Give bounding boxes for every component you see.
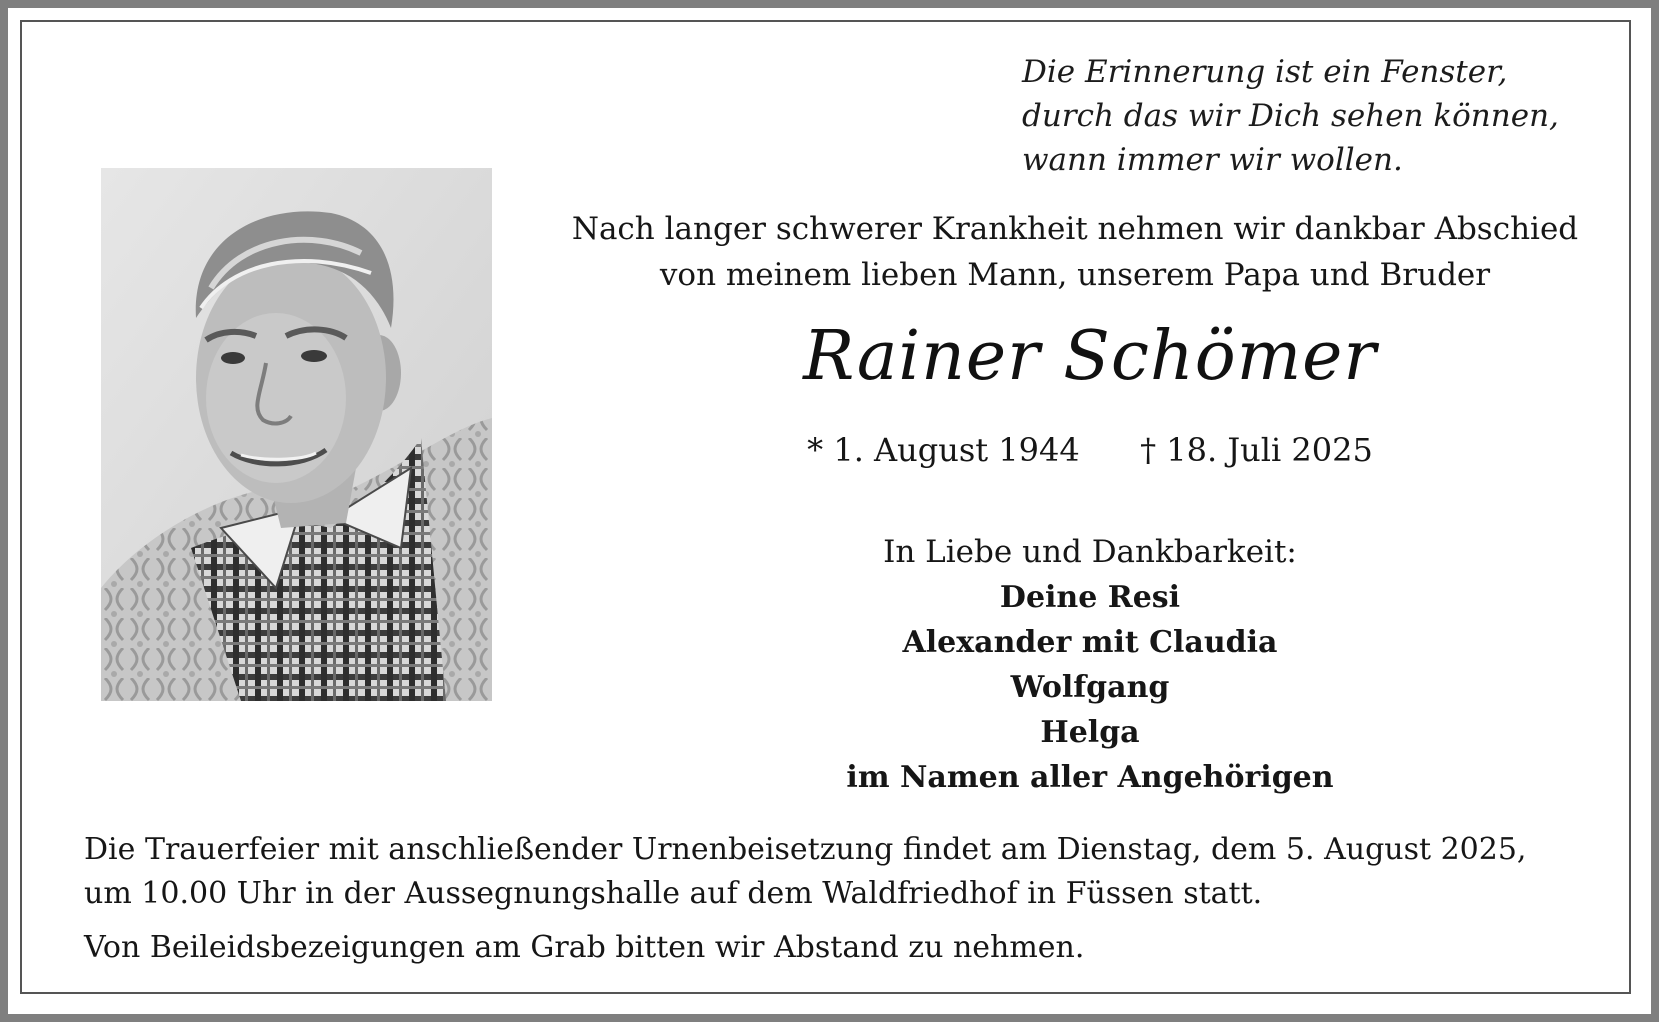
memorial-quote (1022, 50, 1559, 182)
funeral-notice (84, 828, 1604, 970)
birth-date: * 1. August 1944 (807, 431, 1080, 469)
intro-text (540, 206, 1610, 298)
mourner-name: Deine Resi (999, 580, 1181, 615)
deceased-name: Rainer Schömer (803, 317, 1377, 396)
mourner-name: im Namen aller Angehörigen (846, 760, 1334, 795)
intro-line: Nach langer schwerer Krankheit nehmen wir dankbar Abschied (571, 211, 1579, 247)
mourners-block (640, 530, 1540, 800)
mourners-heading: In Liebe und Dankbarkeit: (883, 534, 1297, 570)
mourner-name: Wolfgang (1010, 670, 1170, 705)
death-date: † 18. Juli 2025 (1140, 431, 1373, 469)
mourner-name: Helga (1040, 715, 1140, 750)
notice-line: Von Beileidsbezeigungen am Grab bitten wir Abstand zu nehmen. (84, 930, 1085, 965)
life-dates (640, 428, 1540, 472)
quote-line: Die Erinnerung ist ein Fenster, (1022, 54, 1508, 90)
notice-line: um 10.00 Uhr in der Aussegnungshalle auf dem Waldfriedhof in Füssen statt. (84, 876, 1263, 911)
intro-line: von meinem lieben Mann, unserem Papa und Bruder (659, 257, 1491, 293)
portrait-photo (101, 168, 492, 701)
portrait-image (101, 168, 492, 701)
notice-line: Die Trauerfeier mit anschließender Urnenbeisetzung findet am Dienstag, dem 5. August 2025, (84, 832, 1527, 867)
mourner-names (640, 575, 1540, 800)
quote-line: durch das wir Dich sehen können, (1022, 98, 1559, 134)
quote-line: wann immer wir wollen. (1022, 142, 1403, 178)
mourner-name: Alexander mit Claudia (902, 625, 1278, 660)
